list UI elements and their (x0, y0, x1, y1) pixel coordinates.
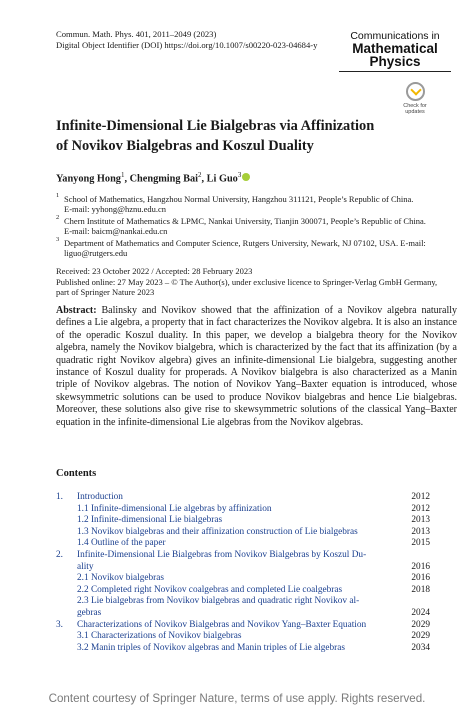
toc-entry-title[interactable]: 2.2 Completed right Novikov coalgebras and completed Lie coalgebras (77, 584, 343, 595)
toc-entry-page: 2029 (411, 631, 430, 642)
toc-entry-title[interactable]: 1.4 Outline of the paper (77, 538, 166, 549)
paper-title (56, 117, 436, 156)
author-2-affil: 2 (197, 171, 202, 179)
toc-entry-page: 2012 (411, 492, 430, 502)
affiliation-email[interactable]: E-mail: yyhong@hznu.edu.cn (64, 204, 167, 215)
toc-entry-page: 2013 (411, 526, 430, 537)
affiliation-email[interactable]: liguo@rutgers.edu (64, 248, 128, 259)
toc-entry-title[interactable]: 1.2 Infinite-dimensional Lie bialgebras (77, 515, 223, 526)
copyright: part of Springer Nature 2023 (56, 287, 155, 298)
journal-logo (339, 31, 451, 72)
toc-entry-title[interactable]: 2.1 Novikov bialgebras (77, 573, 165, 584)
publication-dates (56, 266, 466, 298)
toc-entry-page: 2018 (411, 584, 430, 595)
toc-entry-page: 2024 (411, 608, 430, 618)
title-line2: of Novikov Bialgebras and Koszul Duality (56, 137, 314, 154)
affiliation-number: 3 (56, 236, 60, 243)
toc-entry-page: 2013 (411, 515, 430, 526)
toc-entry-title[interactable]: Introduction (77, 492, 123, 502)
affiliation-email[interactable]: E-mail: baicm@nankai.edu.cn (64, 226, 168, 237)
toc-entry-title[interactable]: gebras (77, 608, 102, 618)
abstract-text: Balinsky and Novikov showed that the affinization of a Novikov algebra naturally defines a Lie algebra, a property that in fact characterizes the Novikov algebra. It is also an instance of the operadic Koszul duality. In this paper, we develop a bialgebra theory for the Novikov algebra, namely the Novikov bialgebra, which is characterized by the fact that its affinization (by a quadratic right Novikov algebra) gives an infinite-dimensional Lie bialgebra, suggesting another instance of Koszul duality for properads. A Novikov bialgebra is also characterized as a Manin triple of Novikov algebras. The notion of Novikov Yang–Baxter equation is introduced, whose skewsymmetric solutions can be used to produce Novikov bialgebras and hence Lie bialgebras. Moreover, these solutions also give rise to skewsymmetric solutions of the classical Yang–Baxter equation in the infinite-dimensional Lie algebras from the Novikov algebras. (56, 305, 457, 428)
toc-entry-page: 2034 (411, 642, 430, 653)
journal-rule (339, 71, 451, 72)
toc-entry-page: 2016 (411, 561, 430, 572)
toc-entry-page: 2015 (411, 538, 430, 549)
author-list: Yanyong Hong$^1$, Chengming Bai$^2$, Li Guo$^3$ (56, 171, 250, 184)
orcid-icon[interactable] (242, 173, 250, 181)
check-for-updates-badge[interactable] (397, 82, 433, 115)
abstract (56, 305, 457, 429)
toc-entry-page: 2012 (411, 503, 430, 514)
author-2: Chengming Bai (129, 173, 198, 185)
received-accepted: Received: 23 October 2022 / Accepted: 28 February 2023 (56, 266, 253, 276)
author-1-affil: 1 (120, 171, 125, 179)
author-3-affil: 3 (237, 171, 242, 179)
badge-line2: updates (405, 109, 425, 115)
toc-entry-number: 3. (56, 619, 63, 630)
toc-entry-title[interactable]: 1.3 Novikov bialgebras and their affinization construction of Lie bialgebras (77, 526, 358, 537)
journal-name-line2: Mathematical (352, 41, 438, 56)
toc-entry-page: 2029 (411, 619, 430, 630)
published-online: Published online: 27 May 2023 – © The Author(s), under exclusive licence to Springer-Verlag GmbH Germany, (56, 276, 438, 287)
affiliation-3 (56, 238, 456, 259)
affiliation-text: School of Mathematics, Hangzhou Normal University, Hangzhou 311121, People’s Republic of China. (64, 194, 414, 204)
toc-entry-title[interactable]: 3.1 Characterizations of Novikov bialgebras (77, 631, 242, 642)
author-3: Li Guo (206, 173, 238, 185)
toc-entry-title[interactable]: 3.2 Manin triples of Novikov algebras and Manin triples of Lie algebras (77, 642, 345, 653)
toc-entry-page: 2016 (411, 573, 430, 584)
toc-entry-number: 2. (56, 550, 63, 560)
footer-notice: Content courtesy of Springer Nature, terms of use apply. Rights reserved. (48, 692, 426, 705)
toc-entry-title[interactable]: 1.1 Infinite-dimensional Lie algebras by affinization (77, 503, 272, 514)
author-1: Yanyong Hong (56, 173, 121, 185)
citation-line: Commun. Math. Phys. 401, 2011–2049 (2023) (56, 29, 217, 39)
abstract-label: Abstract: (56, 305, 97, 316)
check-for-updates-icon (406, 82, 425, 101)
affiliation-number: 2 (56, 214, 60, 221)
affiliation-number: 1 (56, 192, 60, 199)
journal-name-line3: Physics (369, 54, 421, 69)
badge-line1: Check for (403, 103, 427, 109)
affiliation-text: Department of Mathematics and Computer Science, Rutgers University, Newark, NJ 07102, USA. E-mail: (64, 238, 426, 248)
toc-entry-title[interactable]: 2.3 Lie bialgebras from Novikov bialgebras and quadratic right Novikov al- (77, 596, 360, 607)
affiliation-1 (56, 194, 456, 215)
affiliation-text: Chern Institute of Mathematics & LPMC, Nankai University, Tianjin 300071, People’s Republic of China. (64, 216, 426, 226)
affiliation-2 (56, 216, 456, 237)
toc-entry-title[interactable]: ality (77, 561, 94, 572)
title-line1: Infinite-Dimensional Lie Bialgebras via Affinization (56, 118, 375, 134)
journal-name-line1: Communications in (350, 30, 440, 42)
contents-heading: Contents (56, 468, 97, 479)
toc-entry-number: 1. (56, 492, 63, 502)
toc-entry-title[interactable]: Infinite-Dimensional Lie Bialgebras from Novikov Bialgebras by Koszul Du- (77, 550, 367, 560)
doi-line[interactable]: Digital Object Identifier (DOI) https://doi.org/10.1007/s00220-023-04684-y (56, 40, 318, 50)
toc-entry-title[interactable]: Characterizations of Novikov Bialgebras and Novikov Yang–Baxter Equation (77, 619, 367, 630)
